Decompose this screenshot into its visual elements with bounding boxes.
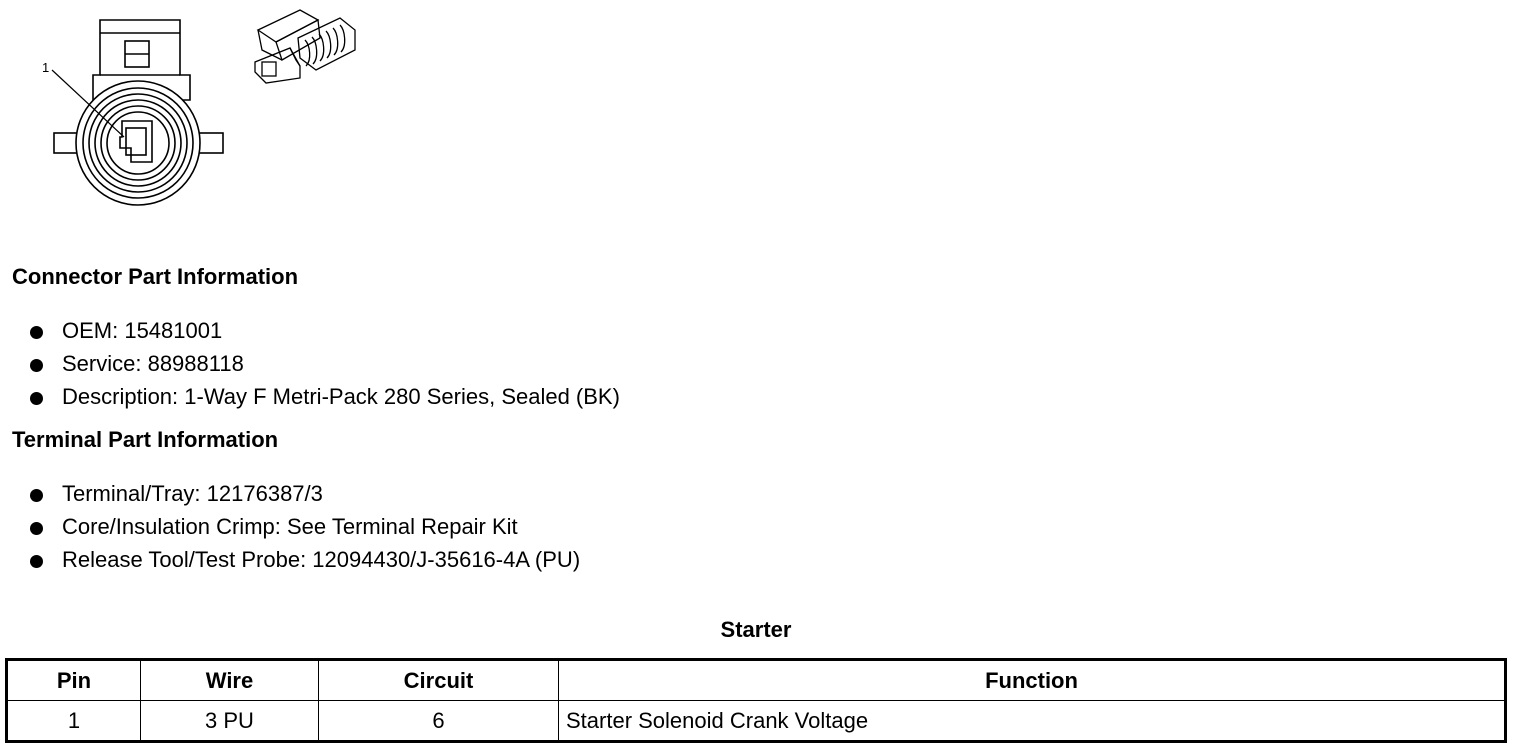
list-item	[28, 479, 580, 512]
cell-wire: 3 PU	[141, 701, 319, 742]
bullet-icon	[30, 489, 43, 502]
terminal-part-info-list	[28, 479, 580, 578]
cell-circuit: 6	[319, 701, 559, 742]
connector-diagram	[0, 0, 380, 215]
list-item-text: Service: 88988118	[62, 351, 244, 376]
connector-isometric-view	[255, 10, 355, 83]
cell-pin: 1	[7, 701, 141, 742]
pin-callout-label: 1	[42, 60, 50, 75]
connector-part-info-heading: Connector Part Information	[12, 264, 299, 289]
table-header-row	[7, 660, 1506, 701]
list-item	[28, 316, 620, 349]
bullet-icon	[30, 359, 43, 372]
list-item	[28, 349, 620, 382]
list-item-text: Core/Insulation Crimp: See Terminal Repair Kit	[62, 514, 518, 539]
bullet-icon	[30, 392, 43, 405]
pinout-table	[5, 658, 1507, 743]
table-title: Starter	[720, 617, 792, 642]
list-item-text: OEM: 15481001	[62, 318, 223, 343]
list-item	[28, 545, 580, 578]
terminal-part-info-heading: Terminal Part Information	[12, 427, 279, 452]
bullet-icon	[30, 522, 43, 535]
list-item-text: Release Tool/Test Probe: 12094430/J-35616-4A (PU)	[62, 547, 581, 572]
column-header-circuit: Circuit	[319, 660, 559, 701]
bullet-icon	[30, 555, 43, 568]
column-header-pin: Pin	[7, 660, 141, 701]
connector-part-info-list	[28, 316, 620, 415]
cell-function: Starter Solenoid Crank Voltage	[559, 701, 1506, 742]
connector-face-view	[52, 20, 223, 205]
bullet-icon	[30, 326, 43, 339]
list-item-text: Terminal/Tray: 12176387/3	[62, 481, 323, 506]
table-row	[7, 701, 1506, 742]
column-header-function: Function	[559, 660, 1506, 701]
list-item	[28, 382, 620, 415]
list-item-text: Description: 1-Way F Metri-Pack 280 Series, Sealed (BK)	[62, 384, 620, 409]
list-item	[28, 512, 580, 545]
column-header-wire: Wire	[141, 660, 319, 701]
